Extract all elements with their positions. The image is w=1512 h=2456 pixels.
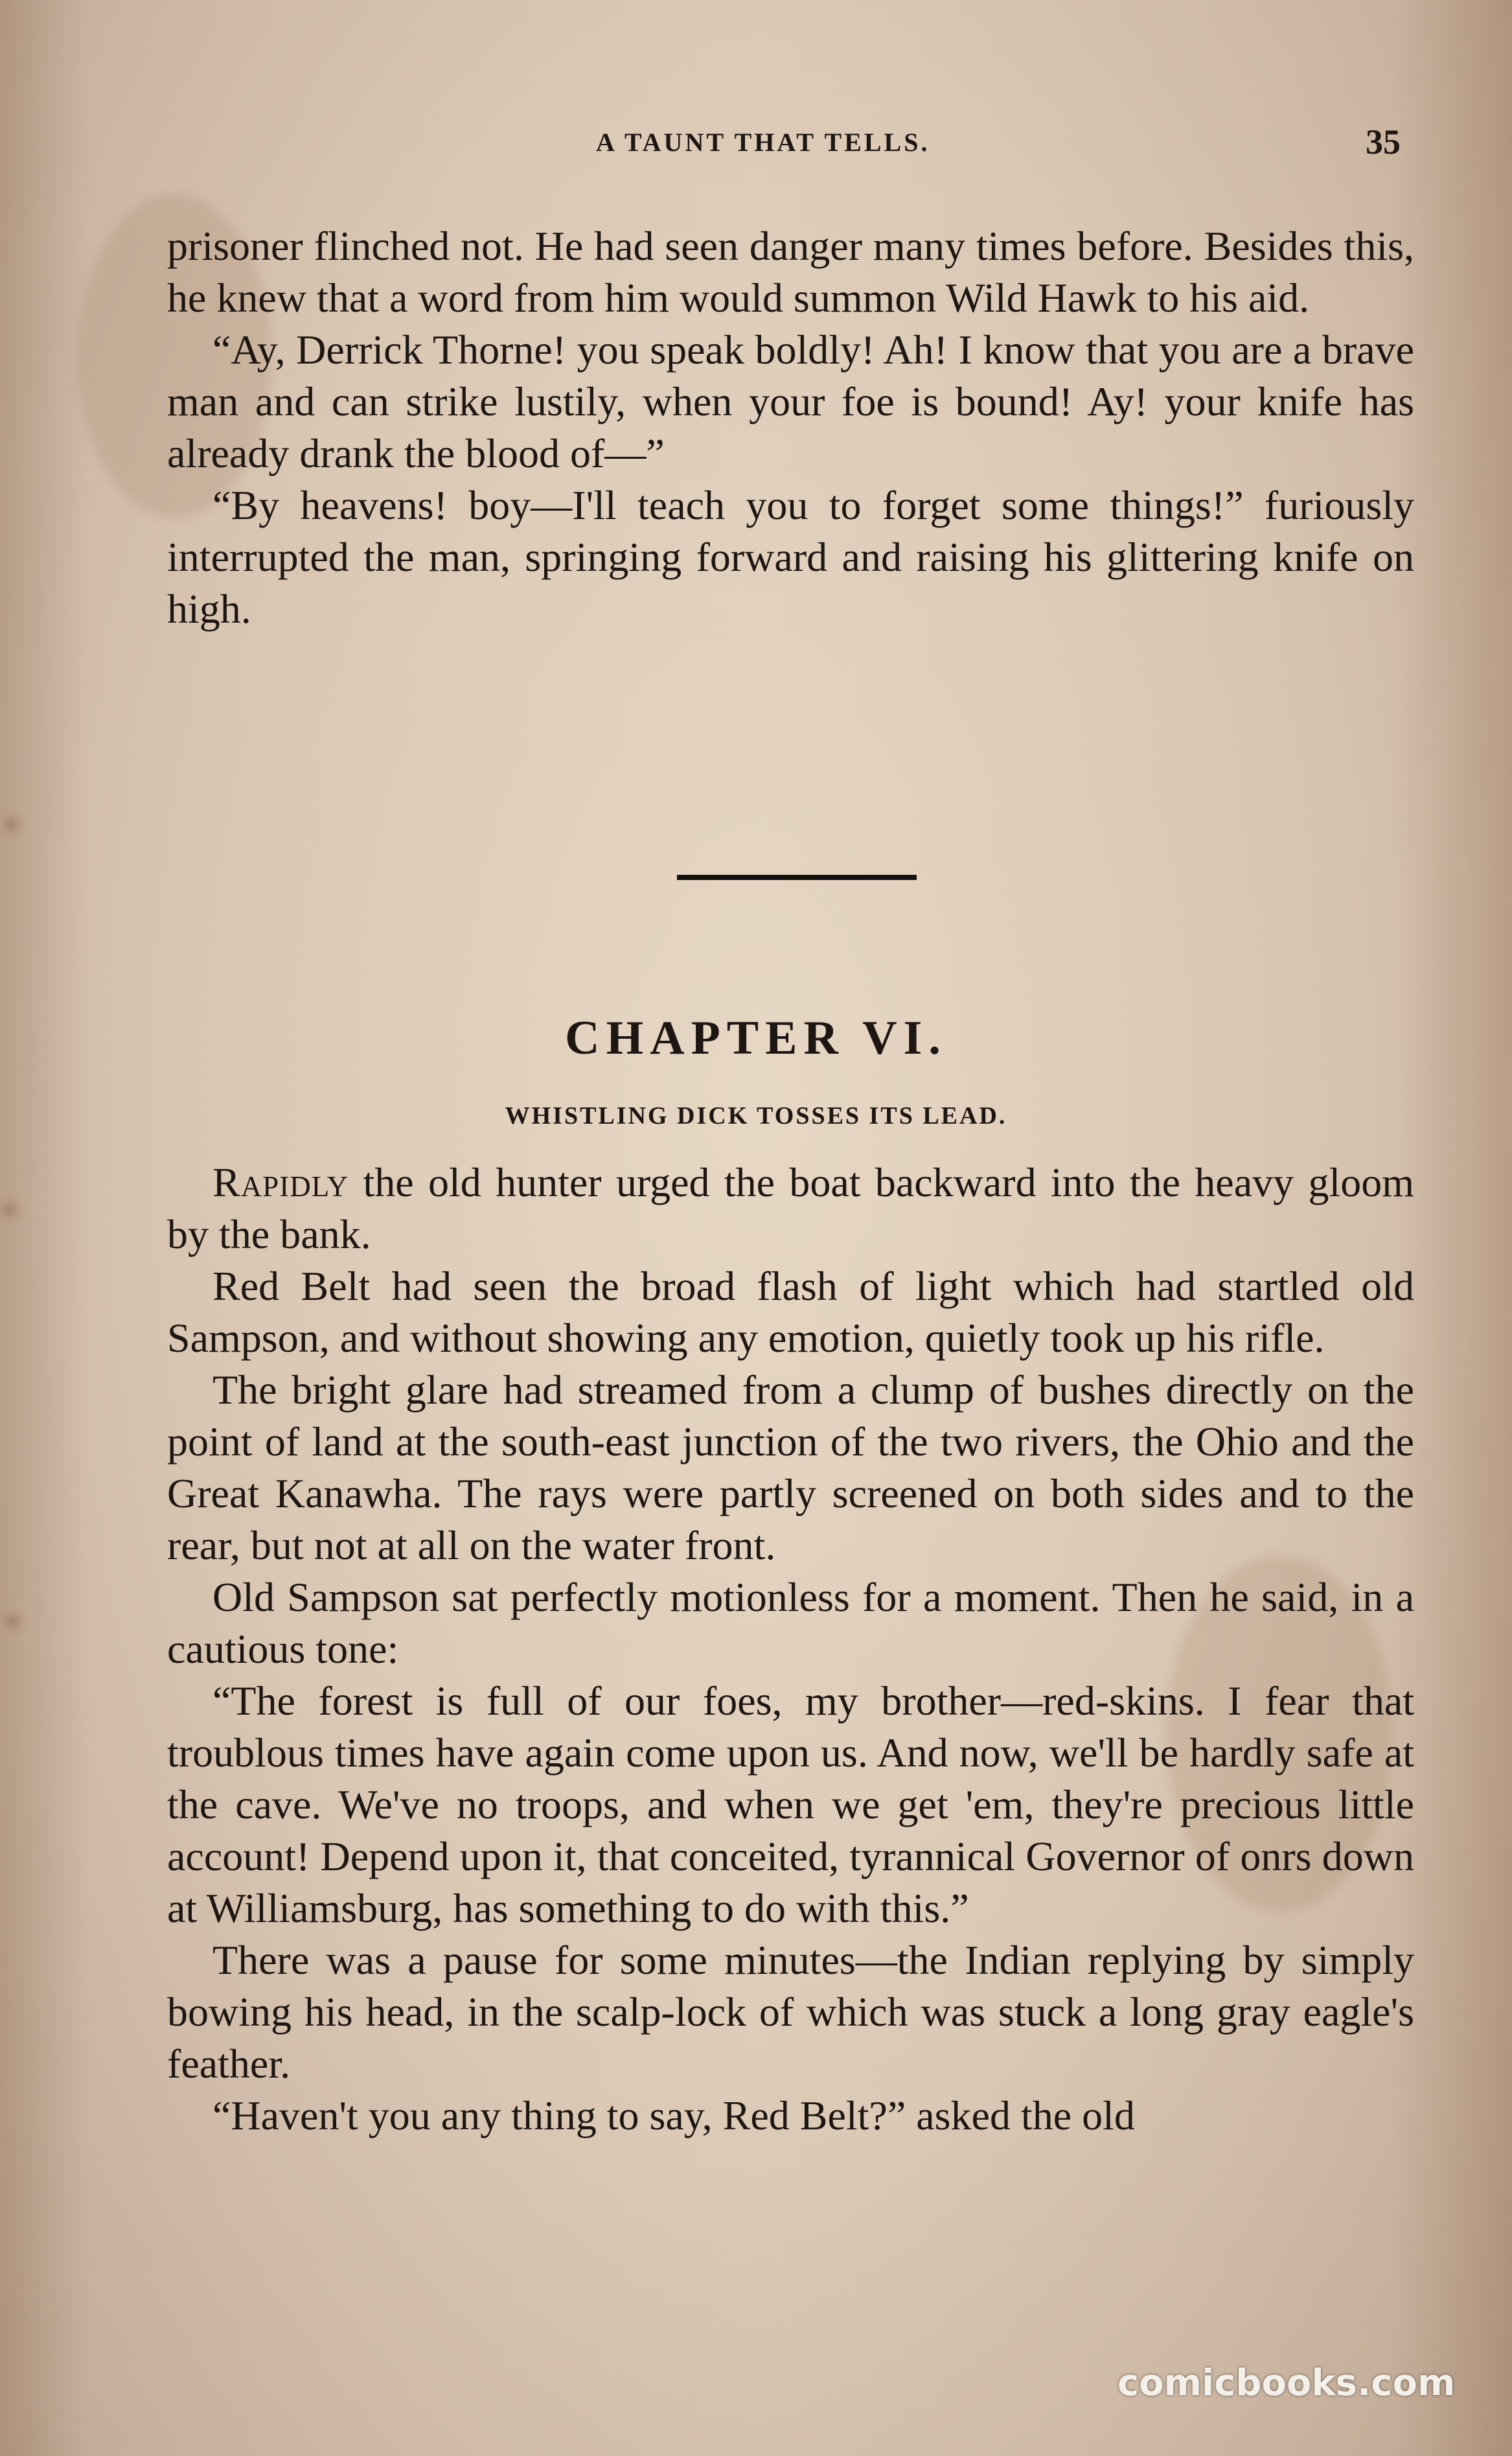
paragraph: “By heavens! boy—I'll teach you to forget some things!” furiously interrupted the man, springing forward and raising his glittering knife on high. [167, 482, 1414, 632]
watermark-text: comicbooks.com [1117, 2362, 1456, 2404]
paragraph: Red Belt had seen the broad flash of light which had startled old Sampson, and without showing any emotion, quietly took up his rifle. [167, 1263, 1414, 1361]
paragraph-text: the old hunter urged the boat backward into the heavy gloom by the bank. [167, 1159, 1414, 1257]
binding-hole [0, 1192, 27, 1227]
section-divider [677, 875, 917, 880]
paragraph: There was a pause for some minutes—the Indian replying by simply bowing his head, in the scalp-lock of which was stuck a long gray eagle's feather. [167, 1937, 1414, 2087]
page-number: 35 [1366, 122, 1401, 161]
paragraph: prisoner flinched not. He had seen danger many times before. Besides this, he knew that a word from him would summon Wild Hawk to his aid. [167, 223, 1414, 321]
running-title: A TAUNT THAT TELLS. [596, 128, 930, 157]
chapter-heading: CHAPTER VI. [565, 1012, 947, 1065]
paragraph [167, 1157, 1414, 1260]
paragraph: The bright glare had streamed from a clump of bushes directly on the point of land at the south-east junction of the two rivers, the Ohio and the Great Kanawha. The rays were partly screened on both sides and to the rear, but not at all on the water front. [167, 1367, 1414, 1568]
paragraph: “The forest is full of our foes, my brother—red-skins. I fear that troublous times have again come upon us. And now, we'll be hardly safe at the cave. We've no troops, and when we get 'em, they're precious little account! Depend upon it, that conceited, tyrannical Governor of onrs down at Williamsburg, has something to do with this.” [167, 1678, 1414, 1931]
binding-hole [0, 1604, 30, 1639]
binding-hole [0, 807, 29, 842]
chapter-subtitle: WHISTLING DICK TOSSES ITS LEAD. [505, 1102, 1007, 1130]
paragraph-lead: Rapidly [212, 1159, 349, 1205]
paragraph: “Haven't you any thing to say, Red Belt?” asked the old [212, 2092, 1135, 2138]
continued-text [167, 220, 1414, 635]
chapter-text [167, 1157, 1414, 2142]
paragraph: “Ay, Derrick Thorne! you speak boldly! Ah! I know that you are a brave man and can strike lustily, when your foe is bound! Ay! your knife has already drank the blood of—” [167, 327, 1414, 476]
paragraph: Old Sampson sat perfectly motionless for a moment. Then he said, in a cautious tone: [167, 1574, 1414, 1672]
running-head [0, 122, 1512, 172]
